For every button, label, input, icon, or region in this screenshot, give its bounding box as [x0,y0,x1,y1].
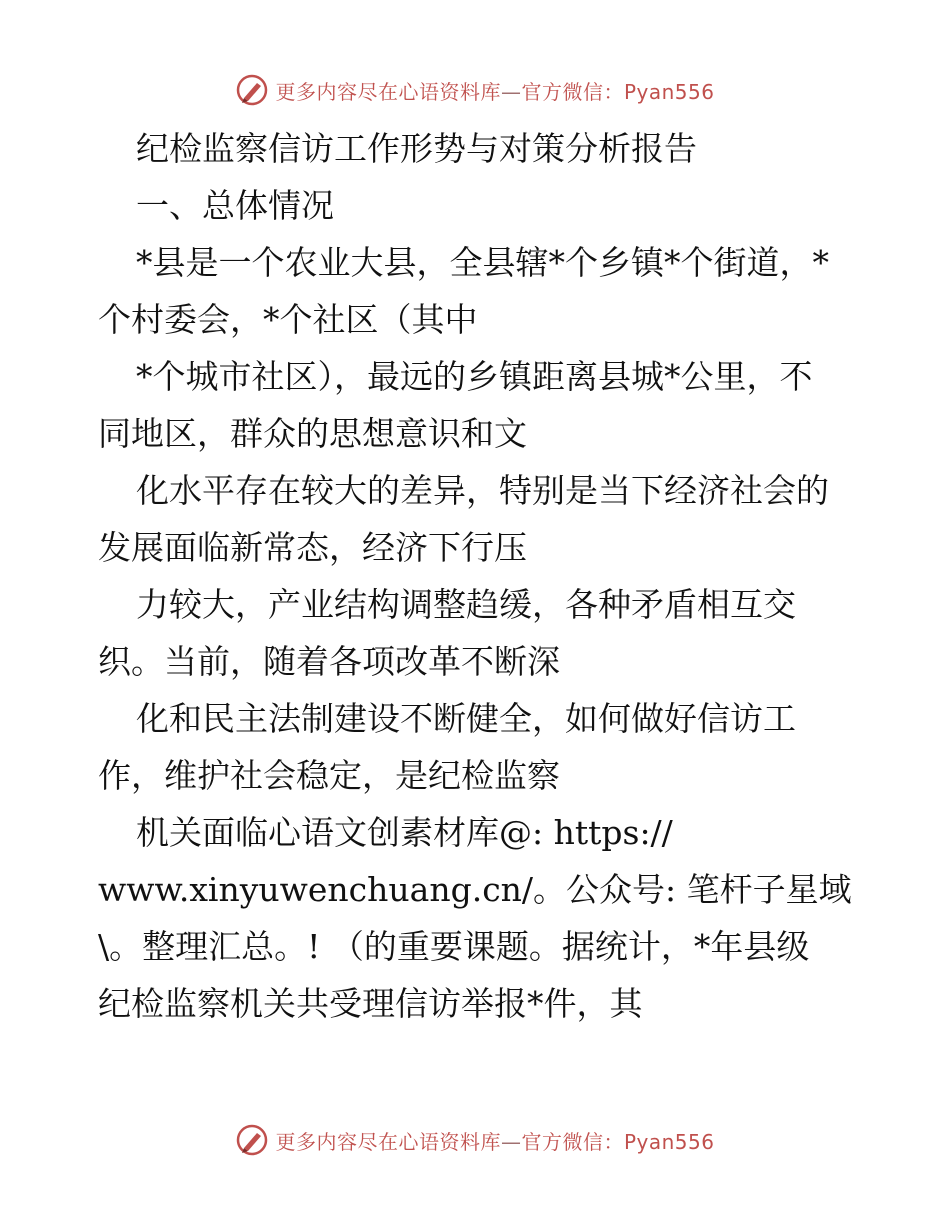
text-line: www.xinyuwenchuang.cn/。公众号: 笔杆子星域 [98,870,852,909]
text-line: 纪检监察机关共受理信访举报*件，其 [98,984,643,1023]
text-line: 织。当前，随着各项改革不断深 [98,642,560,681]
text-line: 作，维护社会稳定，是纪检监察 [98,756,560,795]
text-line: 化和民主法制建设不断健全，如何做好信访工 [136,699,796,738]
text-line: 同地区，群众的思想意识和文 [98,414,527,453]
footer-watermark [0,1120,950,1160]
text-line: *县是一个农业大县，全县辖*个乡镇*个街道，* [136,243,829,282]
document-title: 纪检监察信访工作形势与对策分析报告 [136,129,697,168]
watermark-text: 更多内容尽在心语资料库—官方微信：Pyan556 [275,79,715,104]
pen-logo-icon [235,1123,269,1157]
document-body [98,120,858,1032]
text-line: 化水平存在较大的差异，特别是当下经济社会的 [136,471,829,510]
header-watermark [0,70,950,110]
text-line: 力较大，产业结构调整趋缓，各种矛盾相互交 [136,585,796,624]
text-line: \。整理汇总。! （的重要课题。据统计，*年县级 [98,927,810,966]
text-line: 机关面临心语文创素材库@: https:// [136,813,673,852]
watermark-text: 更多内容尽在心语资料库—官方微信：Pyan556 [275,1129,715,1154]
pen-logo-icon [235,73,269,107]
text-line: 个村委会，*个社区（其中 [98,300,478,339]
text-line: *个城市社区），最远的乡镇距离县城*公里，不 [136,357,813,396]
text-line: 发展面临新常态，经济下行压 [98,528,527,567]
section-heading: 一、总体情况 [136,186,334,225]
